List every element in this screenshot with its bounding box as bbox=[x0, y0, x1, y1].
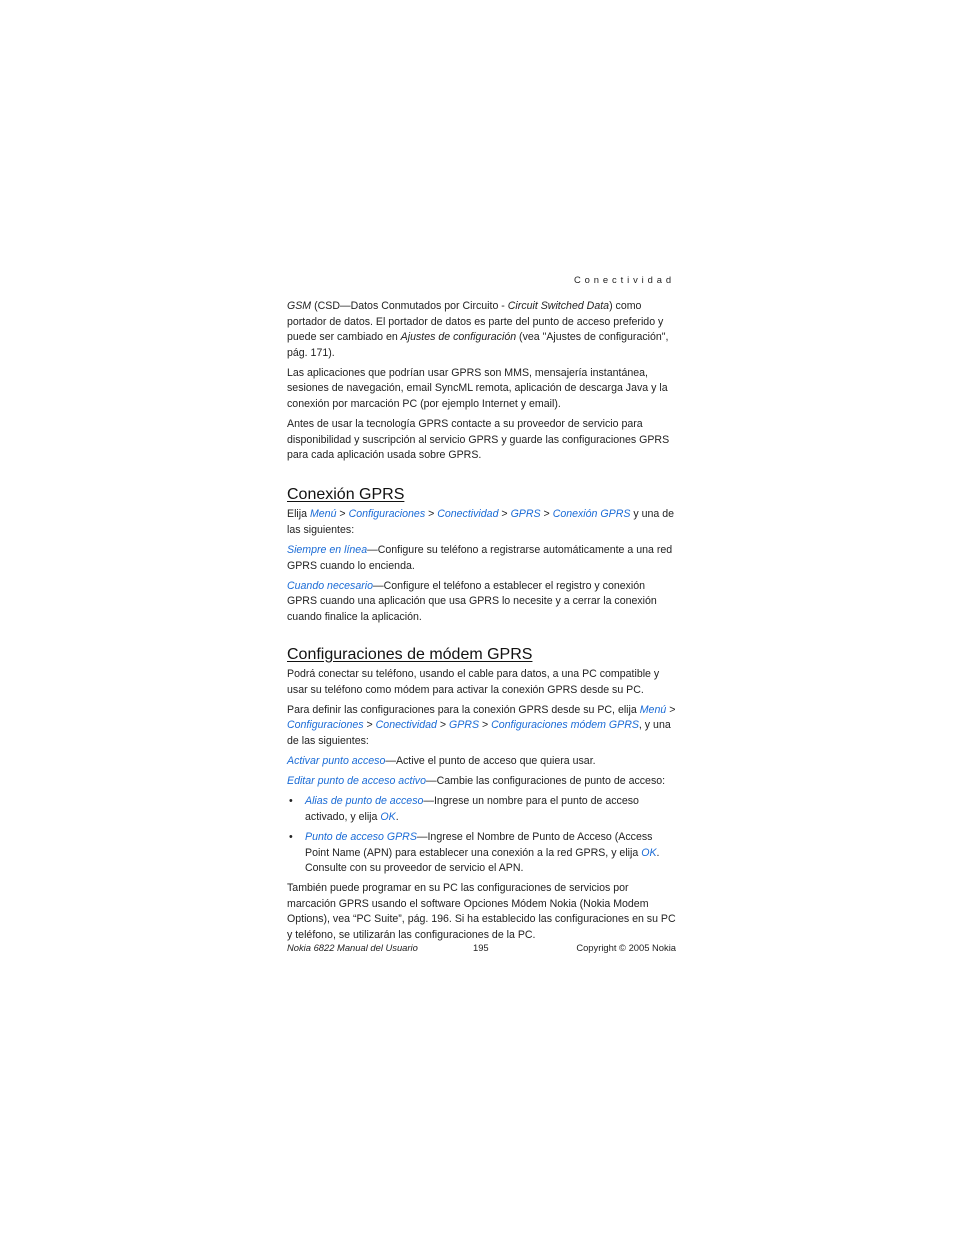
option-link-punto-acceso-gprs[interactable]: Punto de acceso GPRS bbox=[305, 830, 417, 843]
menu-link-configuraciones-modem-gprs[interactable]: Configuraciones módem GPRS bbox=[491, 719, 639, 732]
page-body bbox=[287, 299, 677, 948]
pc-suite-paragraph: También puede programar en su PC las configuraciones de servicios por marcación GPRS usando el software Opciones Módem Nokia (Nokia Modem Options), vea “PC Suite”, pág. 196. Si ha establecido las configuraciones en su PC y teléfono, se utilizarán las configuraciones de la PC. bbox=[287, 882, 676, 941]
menu-path-modem: Para definir las configuraciones para la conexión GPRS desde su PC, elija Menú > Configuraciones > Conectividad > GPRS > Configuraciones módem GPRS, y una de las siguientes: bbox=[287, 703, 676, 747]
option-link-siempre-en-linea[interactable]: Siempre en línea bbox=[287, 544, 368, 557]
intro-paragraph-apps: Las aplicaciones que podrían usar GPRS son MMS, mensajería instantánea, sesiones de navegación, email SyncML remota, aplicación de descarga Java y la conexión por marcación PC (por ejemplo Internet y email). bbox=[287, 366, 668, 411]
term-ajustes: Ajustes de configuración bbox=[400, 331, 517, 344]
option-activar-punto-acceso: Activar punto acceso—Active el punto de acceso que quiera usar. bbox=[287, 755, 596, 768]
option-editar-punto-acceso: Editar punto de acceso activo—Cambie las configuraciones de punto de acceso: bbox=[287, 775, 666, 788]
section-title-modem-gprs: Configuraciones de módem GPRS bbox=[287, 645, 533, 663]
menu-link-configuraciones[interactable]: Configuraciones bbox=[348, 508, 426, 521]
page-number: 195 bbox=[473, 942, 489, 953]
menu-link-conectividad[interactable]: Conectividad bbox=[375, 719, 437, 732]
menu-link-menu[interactable]: Menú bbox=[309, 508, 337, 521]
menu-link-configuraciones[interactable]: Configuraciones bbox=[287, 719, 364, 732]
ok-link[interactable]: OK bbox=[641, 846, 657, 859]
bullet-icon: • bbox=[289, 830, 293, 843]
option-link-editar-punto-acceso[interactable]: Editar punto de acceso activo bbox=[287, 775, 426, 788]
section-title-conexion-gprs: Conexión GPRS bbox=[287, 485, 405, 503]
option-siempre-en-linea: Siempre en línea—Configure su teléfono a registrarse automáticamente a una red GPRS cuando lo encienda. bbox=[287, 544, 673, 572]
option-cuando-necesario: Cuando necesario—Configure el teléfono a establecer el registro y conexión GPRS cuando una aplicación que usa GPRS lo necesite y a cerrar la conexión cuando finalice la aplicación. bbox=[287, 579, 657, 623]
option-link-alias[interactable]: Alias de punto de acceso bbox=[305, 795, 424, 808]
list-item: • Alias de punto de acceso—Ingrese un nombre para el punto de acceso activado, y elija OK. bbox=[289, 795, 639, 823]
footer-copyright: Copyright © 2005 Nokia bbox=[576, 942, 676, 953]
bullet-icon: • bbox=[289, 795, 293, 808]
running-header: Conectividad bbox=[574, 274, 675, 285]
footer-manual-title: Nokia 6822 Manual del Usuario bbox=[287, 942, 418, 953]
modem-intro-paragraph: Podrá conectar su teléfono, usando el cable para datos, a una PC compatible y usar su teléfono como módem para activar la conexión GPRS desde su PC. bbox=[287, 668, 660, 696]
option-link-activar-punto-acceso[interactable]: Activar punto acceso bbox=[287, 755, 386, 768]
menu-link-conexion-gprs[interactable]: Conexión GPRS bbox=[552, 508, 631, 521]
menu-link-gprs[interactable]: GPRS bbox=[449, 719, 480, 732]
ok-link[interactable]: OK bbox=[380, 810, 396, 823]
menu-link-conectividad[interactable]: Conectividad bbox=[437, 508, 499, 521]
intro-paragraph-contact: Antes de usar la tecnología GPRS contacte a su proveedor de servicio para disponibilidad y suscripción al servicio GPRS y guarde las configuraciones GPRS para cada aplicación usada sobre GPRS. bbox=[287, 418, 670, 462]
term-gsm: GSM bbox=[287, 300, 312, 312]
access-point-bullet-list bbox=[287, 794, 677, 876]
list-item: • Punto de acceso GPRS—Ingrese el Nombre de Punto de Acceso (Access Point Name (APN) para establecer una conexión a la red GPRS, y elija OK. Consulte con su proveedor de servicio el APN. bbox=[289, 830, 660, 875]
menu-path-conexion: Elija Menú > Configuraciones > Conectividad > GPRS > Conexión GPRS y una de las siguientes: bbox=[287, 508, 675, 537]
intro-paragraph-gsm: GSM (CSD—Datos Conmutados por Circuito - Circuit Switched Data) como portador de datos. El portador de datos es parte del punto de acceso preferido y puede ser cambiado en Ajustes de configuración (vea "Ajustes de configuración", pág. 171). bbox=[287, 300, 669, 359]
menu-link-menu[interactable]: Menú bbox=[639, 703, 667, 716]
option-link-cuando-necesario[interactable]: Cuando necesario bbox=[287, 579, 373, 592]
menu-link-gprs[interactable]: GPRS bbox=[510, 508, 541, 521]
